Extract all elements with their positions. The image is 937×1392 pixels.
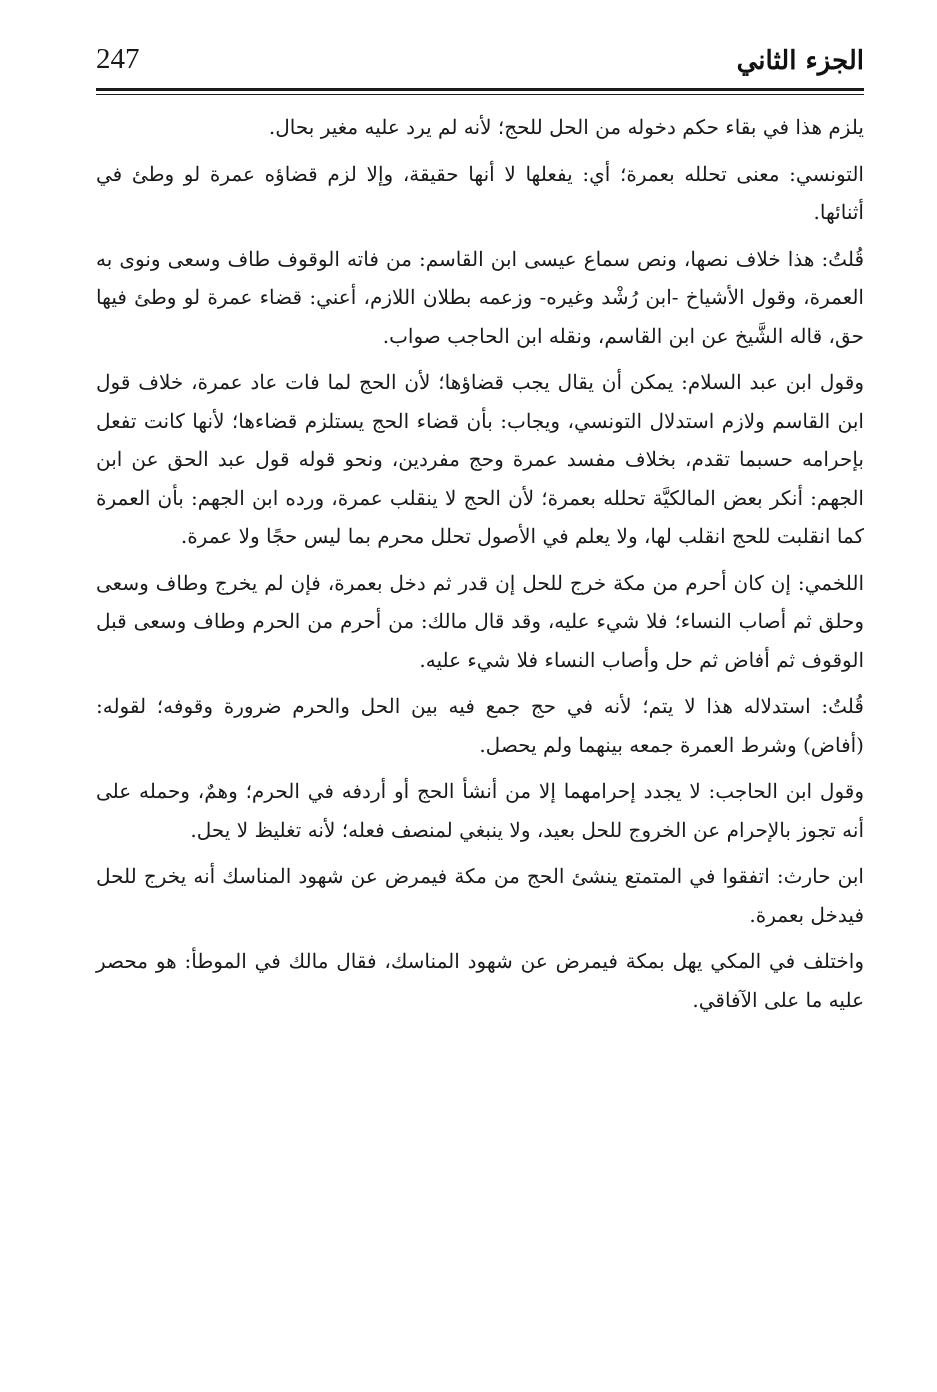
page-number: 247 xyxy=(96,43,140,75)
paragraph: قُلتُ: استدلاله هذا لا يتم؛ لأنه في حج جمع فيه بين الحل والحرم ضرورة وقوفه؛ لقوله: (أفاض) وشرط العمرة جمعه بينهما ولم يحصل. xyxy=(96,694,864,757)
paragraph: يلزم هذا في بقاء حكم دخوله من الحل للحج؛ لأنه لم يرد عليه مغير بحال. xyxy=(268,115,864,139)
page-header xyxy=(96,28,864,92)
paragraph: اللخمي: إن كان أحرم من مكة خرج للحل إن قدر ثم دخل بعمرة، فإن لم يخرج وطاف وسعى وحلق ثم أصاب النساء؛ فلا شيء عليه، وقد قال مالك: من أحرم من الحرم وطاف وسعى قبل الوقوف ثم أفاض ثم حل وأصاب النساء فلا شيء عليه. xyxy=(96,570,864,672)
paragraph: واختلف في المكي يهل بمكة فيمرض عن شهود المناسك، فقال مالك في الموطأ: هو محصر عليه ما على الآفاقي. xyxy=(96,949,864,1012)
paragraph: قُلتُ: هذا خلاف نصها، ونص سماع عيسى ابن القاسم: من فاته الوقوف طاف وسعى ونوى به العمرة، وقول الأشياخ -ابن رُشْد وغيره- وزعمه بطلان اللازم، أعني: قضاء عمرة لو وطئ فيها حق، قاله الشَّيخ عن ابن القاسم، ونقله ابن الحاجب صواب. xyxy=(96,246,865,348)
paragraph: وقول ابن الحاجب: لا يجدد إحرامهما إلا من أنشأ الحج أو أردفه في الحرم؛ وهمٌ، وحمله على أنه تجوز بالإحرام عن الخروج للحل بعيد، ولا ينبغي لمنصف فعله؛ لأنه تغليظ لا يحل. xyxy=(96,779,864,842)
running-title: الجزء الثاني xyxy=(736,46,864,76)
book-page xyxy=(96,28,864,1368)
paragraph: التونسي: معنى تحلله بعمرة؛ أي: يفعلها لا أنها حقيقة، وإلا لزم قضاؤه عمرة لو وطئ في أثنائها. xyxy=(96,161,864,224)
paragraph: ابن حارث: اتفقوا في المتمتع ينشئ الحج من مكة فيمرض عن شهود المناسك أنه يخرج للحل فيدخل بعمرة. xyxy=(96,864,864,927)
header-rule-thick xyxy=(96,88,864,91)
paragraph: وقول ابن عبد السلام: يمكن أن يقال يجب قضاؤها؛ لأن الحج لما فات عاد عمرة، خلاف قول ابن القاسم ولازم استدلال التونسي، ويجاب: بأن قضاء الحج يستلزم قضاءها؛ لأنها كانت تفعل بإحرامه حسبما تقدم، بخلاف مفسد عمرة وحج مفردين، ونحو قوله قول عبد الحق عن ابن الجهم: أنكر بعض المالكيَّة تحلله بعمرة؛ لأن الحج لا ينقلب عمرة، ورده ابن الجهم: بأن العمرة كما انقلبت للحج انقلب لها، ولا يعلم في الأصول تحلل محرم بما ليس حجًا ولا عمرة. xyxy=(96,370,864,548)
header-rule-thin xyxy=(96,94,864,95)
body-text xyxy=(96,102,864,1027)
